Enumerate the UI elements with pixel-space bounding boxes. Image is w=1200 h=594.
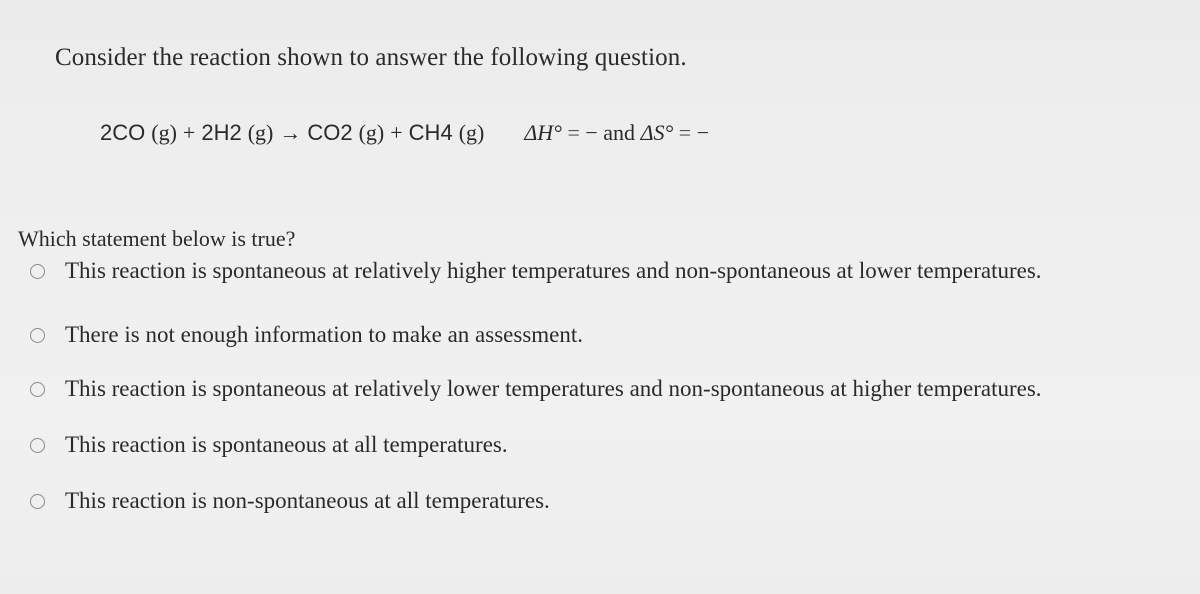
radio-button[interactable] xyxy=(30,382,45,397)
enthalpy-equals: = xyxy=(567,120,580,145)
reactant-co-state: (g) xyxy=(151,120,177,145)
radio-button[interactable] xyxy=(30,264,45,279)
thermo-conditions xyxy=(524,120,709,146)
product-ch4-state: (g) xyxy=(458,120,485,145)
conjunction-text: and xyxy=(603,120,636,145)
enthalpy-symbol: ΔH° xyxy=(524,120,562,145)
question-text: Which statement below is true? xyxy=(18,226,296,251)
product-co2-state: (g) xyxy=(358,120,385,145)
reactant-h2: 2H2 xyxy=(201,120,242,145)
question-intro: Consider the reaction shown to answer the following question. xyxy=(55,44,687,71)
reactant-h2-state: (g) xyxy=(247,120,274,145)
product-ch4: CH4 xyxy=(408,120,453,145)
answer-option[interactable] xyxy=(30,322,583,348)
plus-sign: + xyxy=(182,120,196,145)
radio-button[interactable] xyxy=(30,438,45,453)
answer-option-label: This reaction is spontaneous at relatively higher temperatures and non-spontaneous at lower temperatures. xyxy=(65,258,1042,283)
reaction-equation xyxy=(100,120,709,146)
entropy-sign: − xyxy=(696,120,710,145)
answer-option-label: This reaction is non-spontaneous at all temperatures. xyxy=(65,488,550,513)
reactant-co: 2CO xyxy=(100,120,146,145)
radio-button[interactable] xyxy=(30,494,45,509)
enthalpy-sign: − xyxy=(585,120,598,145)
reaction-arrow-icon: → xyxy=(279,120,302,145)
plus-sign: + xyxy=(390,120,403,145)
radio-button[interactable] xyxy=(30,328,45,343)
entropy-equals: = xyxy=(678,120,692,145)
product-co2: CO2 xyxy=(307,120,353,145)
answer-option-label: This reaction is spontaneous at relatively lower temperatures and non-spontaneous at higher temperatures. xyxy=(65,376,1042,401)
answer-option-label: There is not enough information to make an assessment. xyxy=(65,322,584,347)
entropy-symbol: ΔS° xyxy=(640,120,674,145)
answer-option[interactable] xyxy=(30,258,1042,284)
answer-option[interactable] xyxy=(30,432,508,458)
answer-option[interactable] xyxy=(30,488,550,514)
answer-option[interactable] xyxy=(30,376,1042,402)
answer-option-label: This reaction is spontaneous at all temperatures. xyxy=(65,432,508,457)
